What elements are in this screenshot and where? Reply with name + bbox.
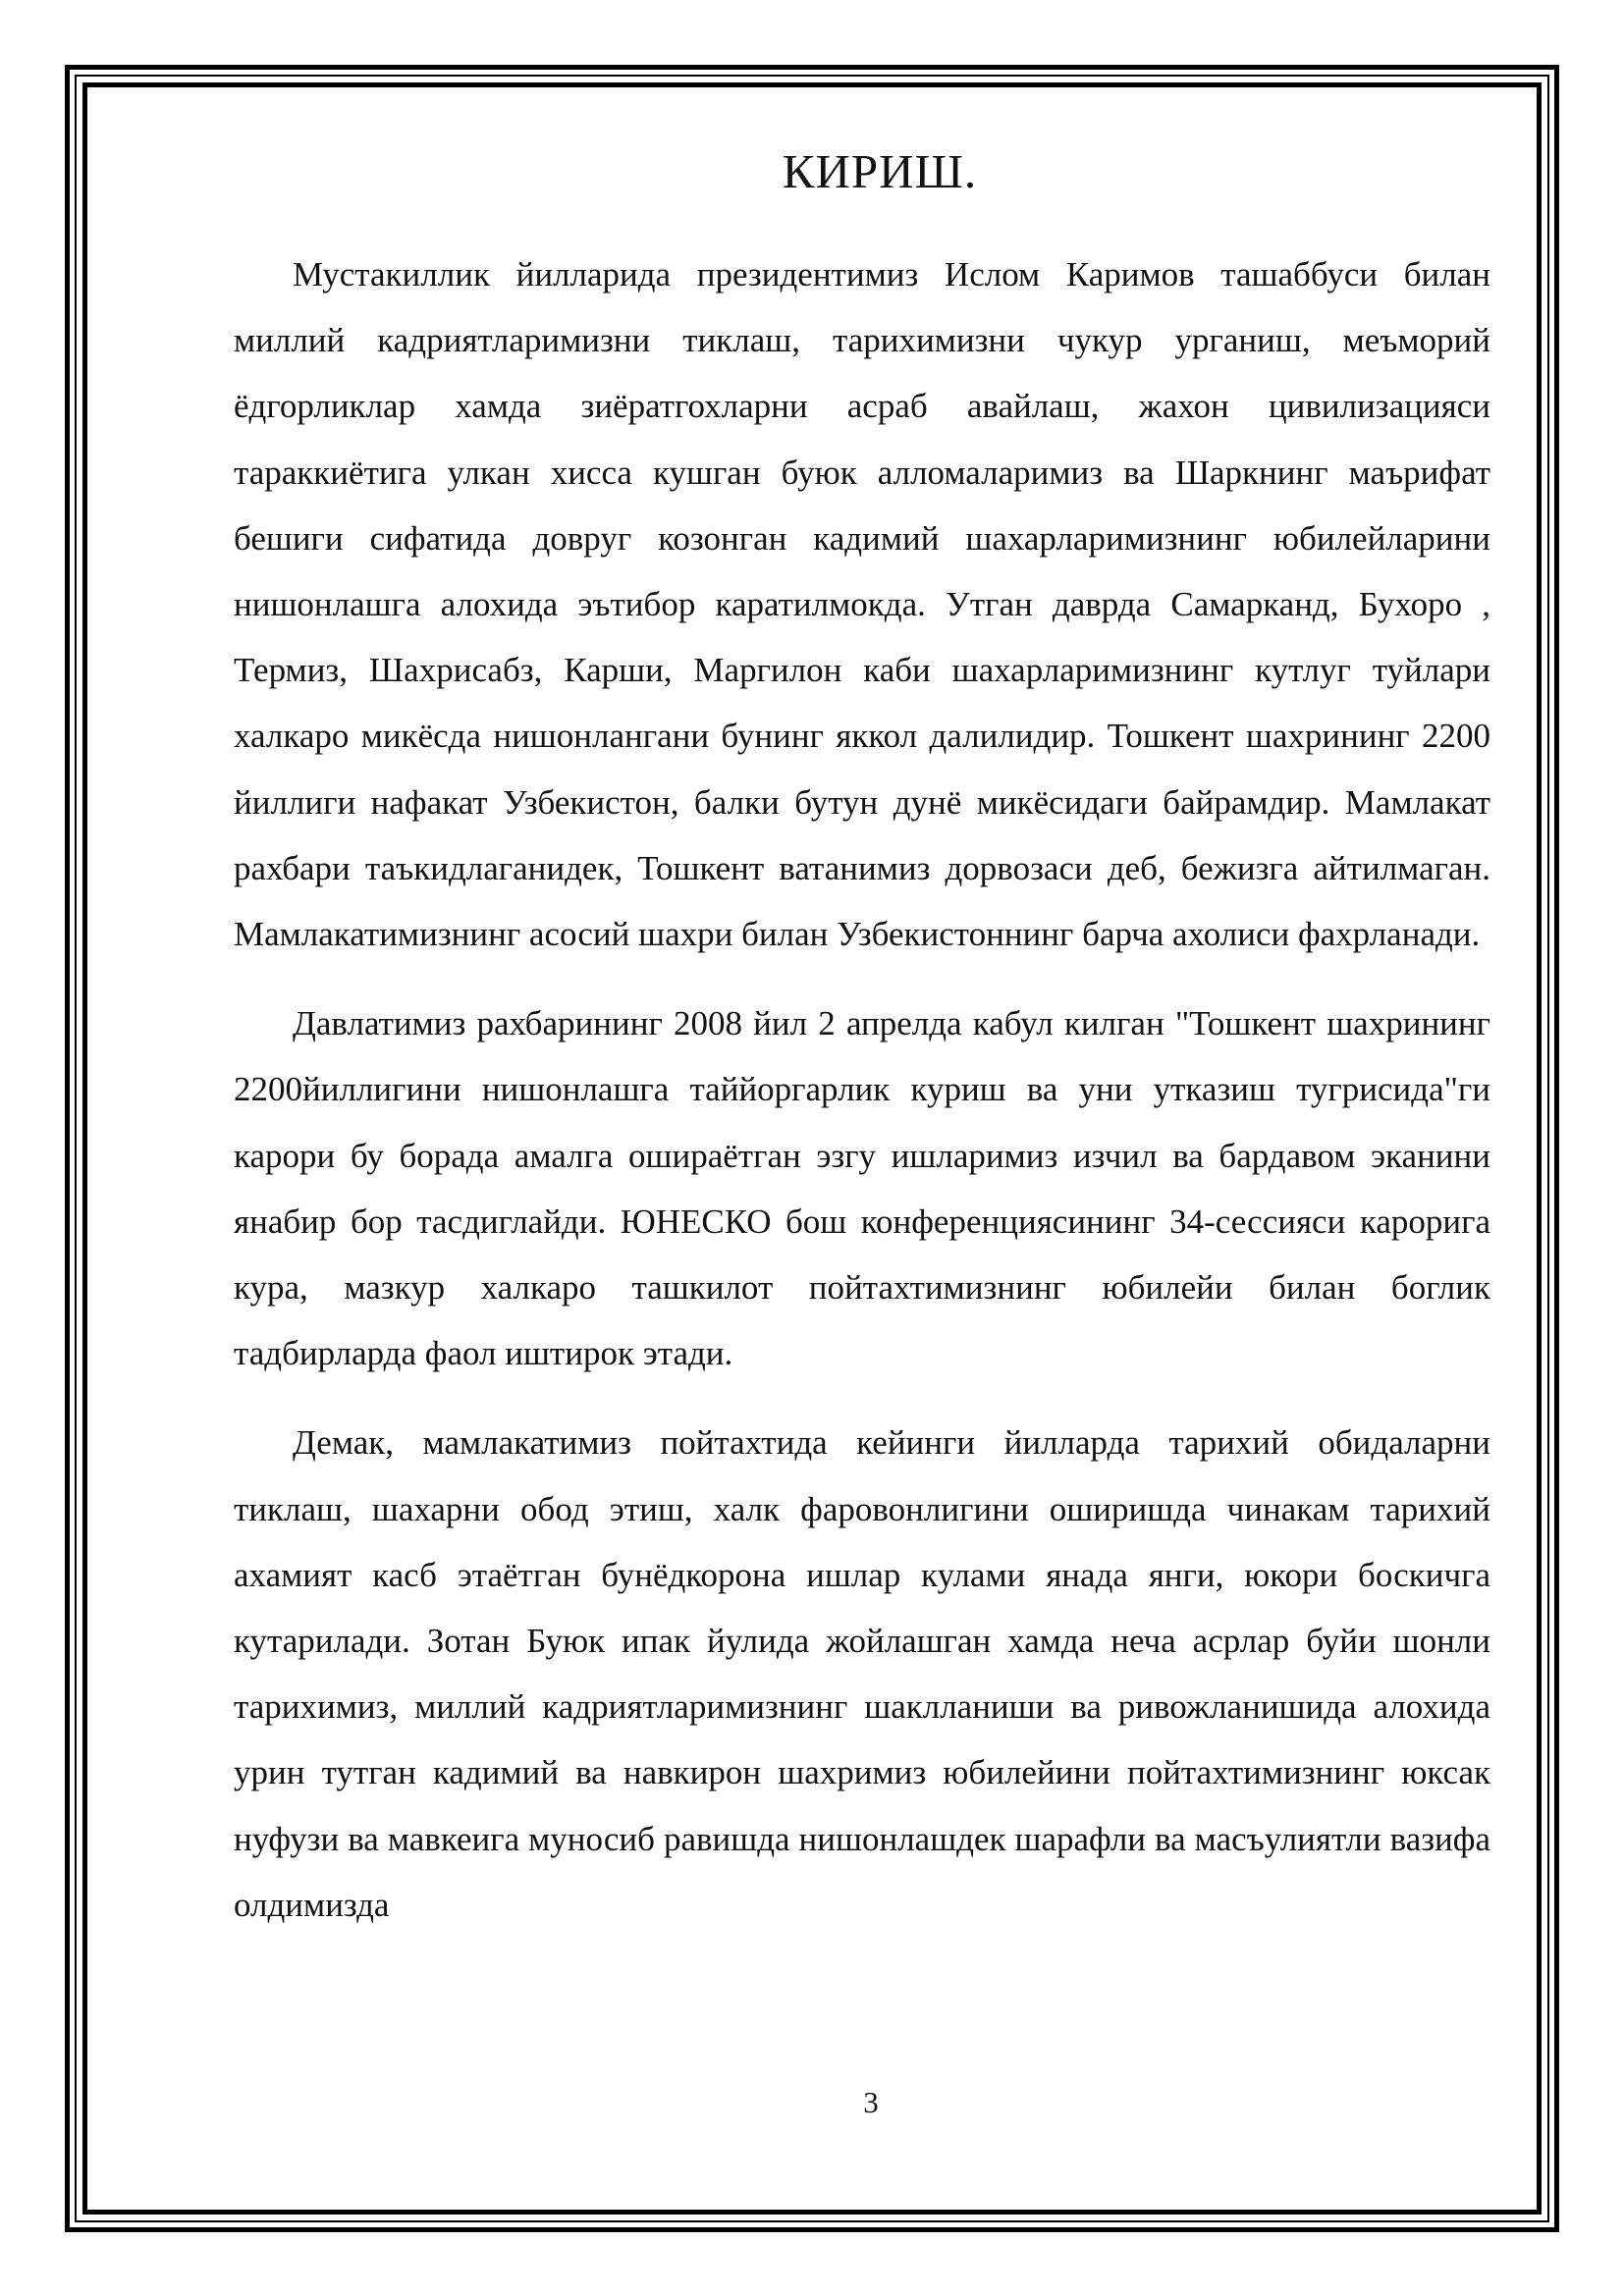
paragraph-1: Мустакиллик йилларида президентимиз Ислом Каримов ташаббуси билан миллий кадриятларимизни тиклаш, тарихимизни чукур урганиш, меъморий ёдгорликлар хамда зиёратгохларни асраб авайлаш, жахон цивилизацияси тараккиётига улкан хисса кушган буюк алломаларимиз ва Шаркнинг маърифат бешиги сифатида довруг козонган кадимий шахарларимизнинг юбилейларини нишонлашга алохида эътибор каратилмокда. Утган даврда Самарканд, Бухоро , Термиз, Шахрисабз, Карши, Маргилон каби шахарларимизнинг кутлуг туйлари халкаро микёсда нишонлангани бунинг яккол далилидир. Тошкент шахрининг 2200 йиллиги нафакат Узбекистон, балки бутун дунё микёсидаги байрамдир. Мамлакат рахбари таъкидлаганидек, Тошкент ватанимиз дорвозаси деб, бежизга айтилмаган. Мамлакатимизнинг асосий шахри билан Узбекистоннинг барча ахолиси фахрланади.	[234, 255, 1490, 954]
paragraph-3: Демак, мамлакатимиз пойтахтида кейинги йилларда тарихий обидаларни тиклаш, шахарни обод этиш, халк фаровонлигини оширишда чинакам тарихий ахамият касб этаётган бунёдкорона ишлар кулами янада янги, юкори боскичга кутарилади. Зотан Буюк ипак йулида жойлашган хамда неча асрлар буйи шонли тарихимиз, миллий кадриятларимизнинг шаклланиши ва ривожланишида алохида урин тутган кадимий ва навкирон шахримиз юбилейини пойтахтимизнинг юксак нуфузи ва мавкеига муносиб равишда нишонлашдек шарафли ва масъулиятли вазифа олдимизда	[234, 1423, 1490, 1924]
page-title: КИРИШ.	[782, 144, 978, 198]
page-number: 3	[863, 2085, 879, 2119]
document-body	[234, 137, 1490, 1938]
paragraph-2: Давлатимиз рахбарининг 2008 йил 2 апрелда кабул килган "Тошкент шахрининг 2200йиллигини нишонлашга таййоргарлик куриш ва уни утказиш тугрисида"ги карори бу борада амалга ошираётган эзгу ишларимиз изчил ва бардавом эканини янабир бор тасдиглайди. ЮНЕСКО бош конференциясининг 34-сессияси карорига кура, мазкур халкаро ташкилот пойтахтимизнинг юбилейи билан боглик тадбирларда фаол иштирок этади.	[234, 1004, 1490, 1373]
